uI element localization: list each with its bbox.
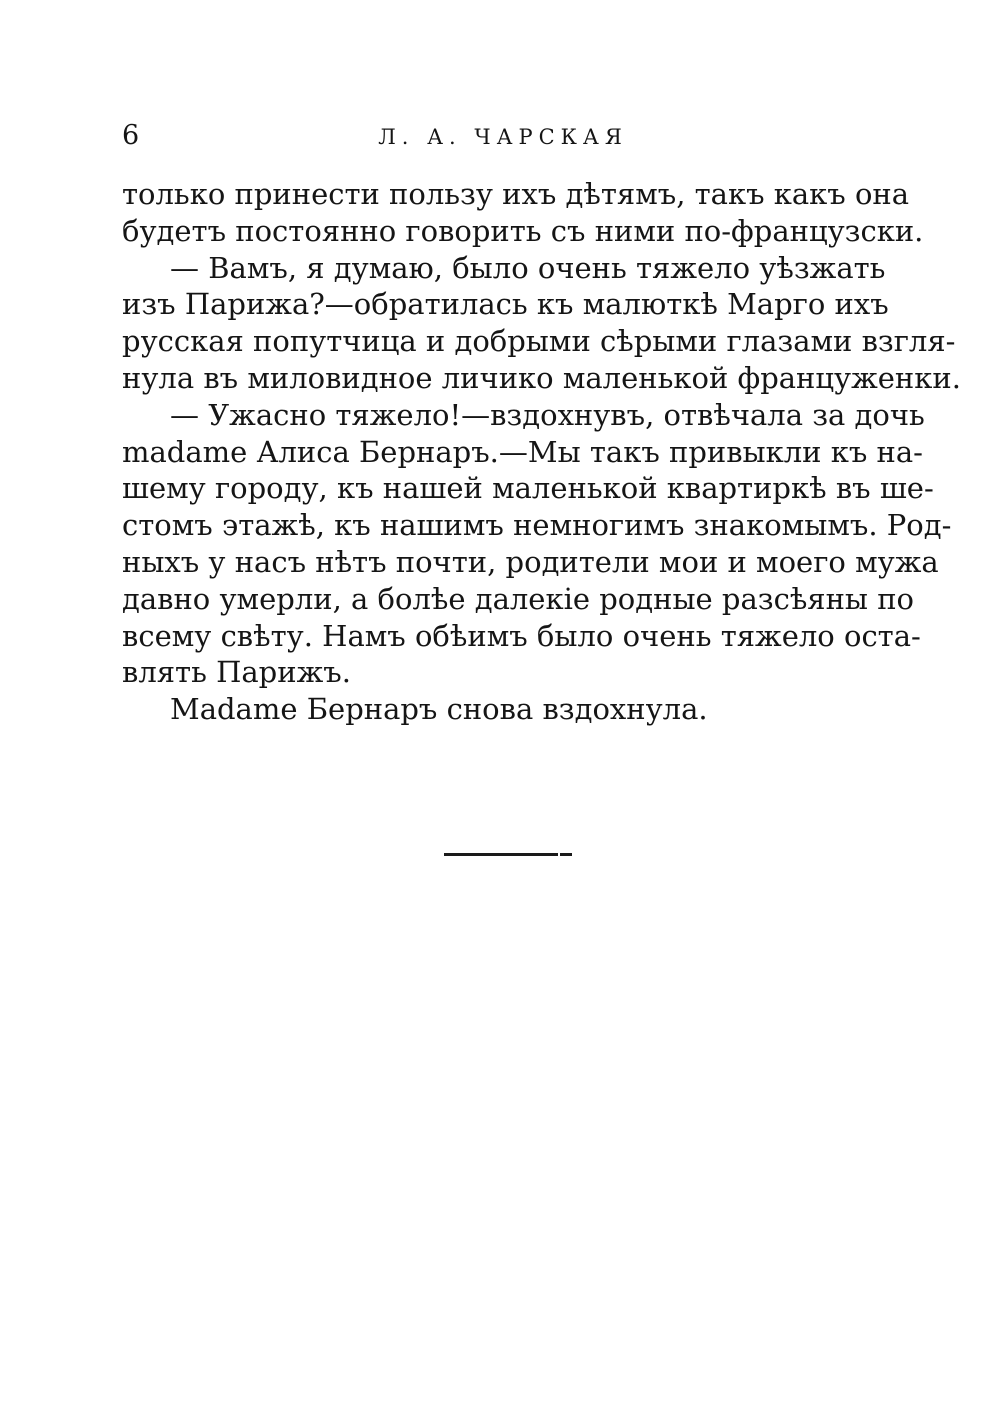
- text-line: только принести пользу ихъ дѣтямъ, такъ какъ она: [122, 177, 910, 211]
- text-line: русская попутчица и добрыми сѣрыми глазами взгля-: [122, 324, 956, 359]
- text-line: — Ужасно тяжело!—вздохнувъ, отвѣчала за дочь: [170, 397, 925, 432]
- text-line: стомъ этажѣ, къ нашимъ немногимъ знакомымъ. Род-: [122, 508, 952, 543]
- text-line: давно умерли, а болѣе далекіе родные разсѣяны по: [122, 581, 915, 616]
- text-line: шему городу, къ нашей маленькой квартиркѣ въ ше-: [122, 471, 934, 506]
- rule-segment: [560, 853, 572, 856]
- running-title: Л. А. ЧАРСКАЯ: [378, 125, 628, 149]
- text-line: ныхъ у насъ нѣтъ почти, родители мои и моего мужа: [122, 544, 939, 579]
- text-line: влять Парижъ.: [122, 655, 351, 690]
- text-line: будетъ постоянно говорить съ ними по-французски.: [122, 213, 924, 248]
- page-header: [122, 118, 882, 158]
- text-line: всему свѣту. Намъ обѣимъ было очень тяжело оста-: [122, 618, 921, 653]
- text-line: Madame Бернаръ снова вздохнула.: [170, 692, 708, 727]
- rule-segment: [444, 853, 558, 856]
- text-line: — Вамъ, я думаю, было очень тяжело уѣзжать: [170, 250, 886, 285]
- text-line: нула въ миловидное личико маленькой француженки.: [122, 360, 961, 395]
- body-text: [122, 176, 961, 728]
- text-line: изъ Парижа?—обратилась къ малюткѣ Марго ихъ: [122, 287, 889, 322]
- page-number: 6: [122, 120, 140, 151]
- text-line: madame Алиса Бернаръ.—Мы такъ привыкли къ на-: [122, 434, 923, 469]
